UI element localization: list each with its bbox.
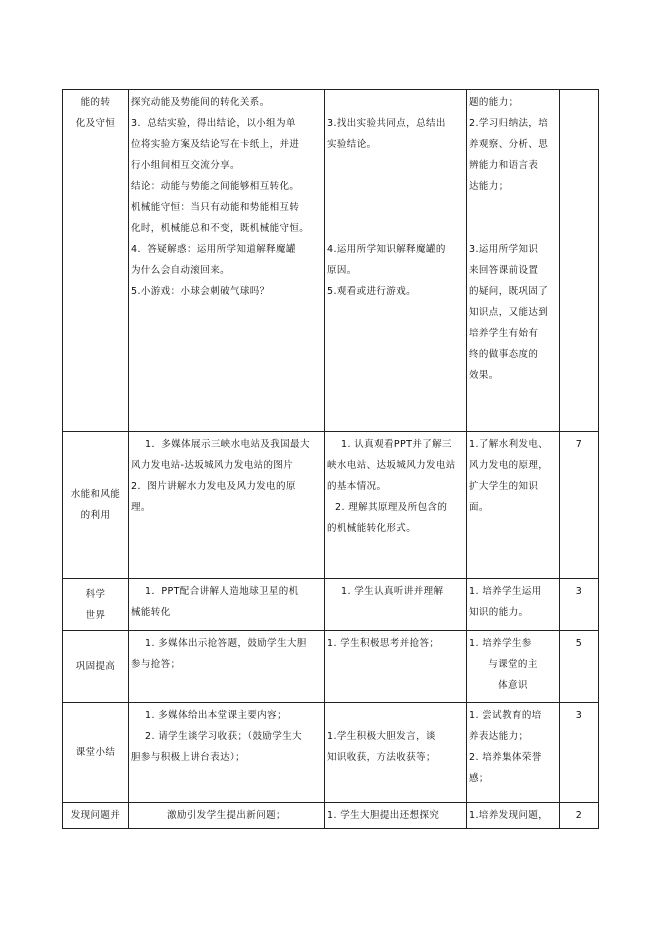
purpose-line: 题的能力； [469,97,519,108]
teacher-line: 械能转化 [131,607,171,618]
table-row [63,703,599,803]
student-activity-cell [325,579,467,631]
teacher-line: 5.小游戏：小球会刺破气球吗？ [131,286,270,297]
purpose-line: 感； [469,773,489,784]
teacher-line: 1. 多媒体给出本堂课主要内容； [145,710,287,721]
purpose-line: 养表达能力； [469,731,529,742]
teacher-line: 激励引发学生提出新问题； [167,810,286,821]
section-cell [63,432,129,579]
teacher-line: 机械能守恒：当只有动能和势能相互转 [131,202,300,213]
student-activity-cell [325,631,467,703]
section-line: 水能和风能 [70,489,121,500]
minutes-cell: 3 [560,579,599,631]
purpose-line: 1. 尝试教育的培 [469,710,542,721]
section-cell [63,703,129,803]
section-cell [63,579,129,631]
student-line: 2. 理解其原理及所包含的 [335,502,448,513]
student-line: 的基本情况。 [327,481,387,492]
purpose-line: 2.学习归纳法，培 [469,118,549,129]
purpose-line: 知识点，又能达到 [469,307,549,318]
table-row [63,579,599,631]
student-line: 峡水电站、达坂城风力发电站 [327,460,456,471]
purpose-cell [467,432,560,579]
student-line: 1. 学生认真听讲并理解 [341,586,444,597]
teacher-line: 2. 请学生谈学习收获；（鼓励学生大 [145,731,303,742]
teacher-line: 探究动能及势能间的转化关系。 [131,97,270,108]
purpose-line: 终的做事态度的 [469,349,539,360]
student-line: 1. 学生大胆提出还想探究 [327,810,440,821]
purpose-line: 辨能力和语言表 [469,160,539,171]
teacher-activity-cell [129,579,325,631]
student-activity-cell [325,803,467,829]
teacher-line: 胆参与积极上讲台表达）； [131,752,246,763]
purpose-cell [467,803,560,829]
teacher-activity-cell [129,703,325,803]
purpose-line: 风力发电的原理， [469,460,549,471]
table-row [63,432,599,579]
teacher-line: 理。 [131,502,151,513]
teacher-line: 为什么会自动滚回来。 [131,265,231,276]
purpose-line: 培养学生有始有 [469,328,539,339]
purpose-cell [467,90,560,432]
teacher-activity-cell [129,90,325,432]
teacher-activity-cell [129,803,325,829]
section-line: 的利用 [80,510,111,521]
purpose-line: 达能力； [469,181,509,192]
purpose-line: 效果。 [469,370,499,381]
teacher-line: 结论：动能与势能之间能够相互转化。 [131,181,300,192]
teacher-line: 2．图片讲解水力发电及风力发电的原 [131,481,296,492]
teacher-line: 化时，机械能总和不变，既机械能守恒。 [131,223,310,234]
table-row [63,631,599,703]
section-line: 发现问题并 [70,810,121,821]
student-line: 3.找出实验共同点，总结出 [327,118,446,129]
teacher-activity-cell [129,432,325,579]
table-row [63,90,599,432]
teacher-activity-cell [129,631,325,703]
section-line: 能的转 [80,97,111,108]
purpose-cell [467,631,560,703]
student-line: 知识收获，方法收获等； [327,752,436,763]
purpose-line: 与课堂的主 [488,659,538,670]
purpose-line: 来回答课前设置 [469,265,539,276]
purpose-line: 知识的能力。 [469,607,529,618]
purpose-cell [467,579,560,631]
teacher-line: 3．总结实验，得出结论，以小组为单 [131,118,296,129]
student-line: 1.学生积极大胆发言，谈 [327,731,436,742]
section-cell [63,90,129,432]
purpose-line: 1. 培养学生运用 [469,586,542,597]
purpose-line: 2. 培养集体荣誉 [469,752,542,763]
purpose-line: 扩大学生的知识 [469,481,539,492]
student-line: 1. 认真观看PPT并了解三 [341,439,452,450]
table-row [63,803,599,829]
student-line: 1. 学生积极思考并抢答； [327,638,440,649]
teacher-line: 风力发电站-达坂城风力发电站的图片 [131,460,294,471]
teacher-line: 1．PPT配合讲解人造地球卫星的机 [145,586,299,597]
section-cell [63,631,129,703]
teacher-line: 1．多媒体展示三峡水电站及我国最大 [145,439,310,450]
student-activity-cell [325,432,467,579]
lesson-plan-table [62,89,599,829]
purpose-line: 养观察、分析、思 [469,139,549,150]
minutes-cell [560,90,599,432]
student-line: 原因。 [327,265,357,276]
purpose-line: 的疑问，既巩固了 [469,286,549,297]
section-cell [63,803,129,829]
minutes-cell: 3 [560,703,599,803]
purpose-line: 面。 [469,502,489,513]
purpose-line: 1.了解水利发电、 [469,439,549,450]
section-line: 巩固提高 [75,661,116,672]
teacher-line: 4．答疑解惑：运用所学知道解释魔罐 [131,244,296,255]
minutes-cell: 7 [560,432,599,579]
purpose-line: 1.培养发现问题， [469,810,549,821]
purpose-cell [467,703,560,803]
student-line: 5.观看或进行游戏。 [327,286,417,297]
student-line: 的机械能转化形式。 [327,523,417,534]
purpose-line: 1. 培养学生参 [469,638,532,649]
student-line: 实验结论。 [327,139,377,150]
teacher-line: 位将实验方案及结论写在卡纸上，并进 [131,139,300,150]
section-line: 世界 [85,609,106,621]
minutes-cell: 2 [560,803,599,829]
teacher-line: 行小组间相互交流分享。 [131,160,240,171]
section-line: 课堂小结 [75,747,116,758]
purpose-line: 3.运用所学知识 [469,244,539,255]
section-line: 化及守恒 [75,118,116,129]
minutes-cell: 5 [560,631,599,703]
student-line: 4.运用所学知识解释魔罐的 [327,244,446,255]
purpose-line: 体意识 [498,680,528,691]
teacher-line: 1. 多媒体出示抢答题，鼓励学生大胆 [145,638,307,649]
section-line: 科学 [85,588,106,600]
student-activity-cell [325,703,467,803]
student-activity-cell [325,90,467,432]
teacher-line: 参与抢答； [131,659,181,670]
